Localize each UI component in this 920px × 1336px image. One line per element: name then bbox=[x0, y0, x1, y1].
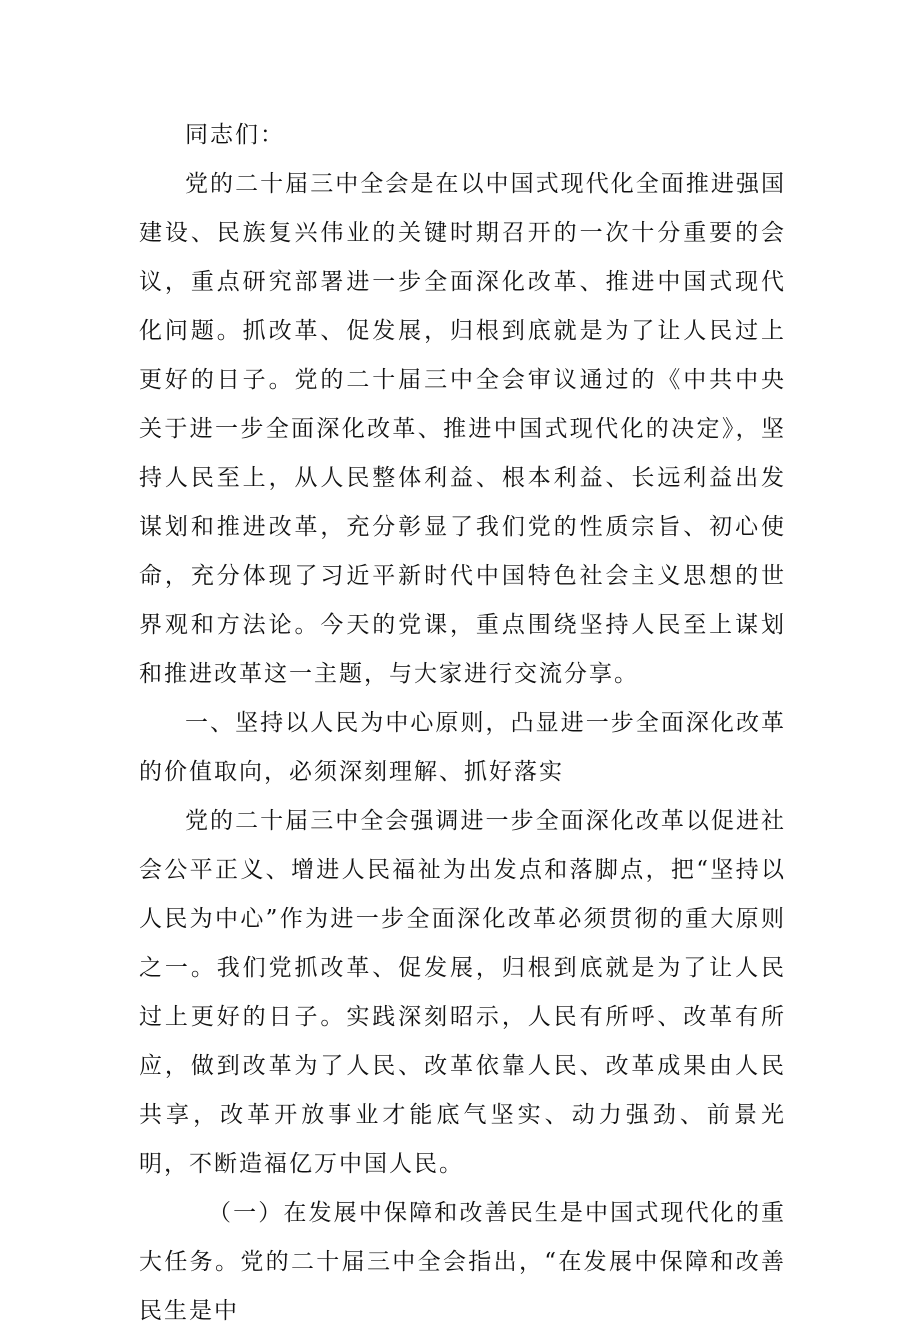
subsection-1: （一）在发展中保障和改善民生是中国式现代化的重大任务。党的二十届三中全会指出，“在发展中保障和改善民生是中 bbox=[139, 1200, 786, 1324]
paragraph-intro: 党的二十届三中全会是在以中国式现代化全面推进强国建设、民族复兴伟业的关键时期召开的一次十分重要的会议，重点研究部署进一步全面深化改革、推进中国式现代化问题。抓改革、促发展，归根到底就是为了让人民过上更好的日子。党的二十届三中全会审议通过的《中共中央关于进一步全面深化改革、推进中国式现代化的决定》，坚持人民至上，从人民整体利益、根本利益、长远利益出发谋划和推进改革，充分彰显了我们党的性质宗旨、初心使命，充分体现了习近平新时代中国特色社会主义思想的世界观和方法论。今天的党课，重点围绕坚持人民至上谋划和推进改革这一主题，与大家进行交流分享。 bbox=[139, 171, 786, 687]
paragraph-section-1: 党的二十届三中全会强调进一步全面深化改革以促进社会公平正义、增进人民福祉为出发点和落脚点，把“坚持以人民为中心”作为进一步全面深化改革必须贯彻的重大原则之一。我们党抓改革、促发展，归根到底就是为了让人民过上更好的日子。实践深刻昭示，人民有所呼、改革有所应，做到改革为了人民、改革依靠人民、改革成果由人民共享，改革开放事业才能底气坚实、动力强劲、前景光明，不断造福亿万中国人民。 bbox=[139, 808, 786, 1177]
section-heading-1: 一、坚持以人民为中心原则，凸显进一步全面深化改革的价值取向，必须深刻理解、抓好落实 bbox=[139, 710, 786, 785]
salutation: 同志们： bbox=[185, 122, 285, 148]
